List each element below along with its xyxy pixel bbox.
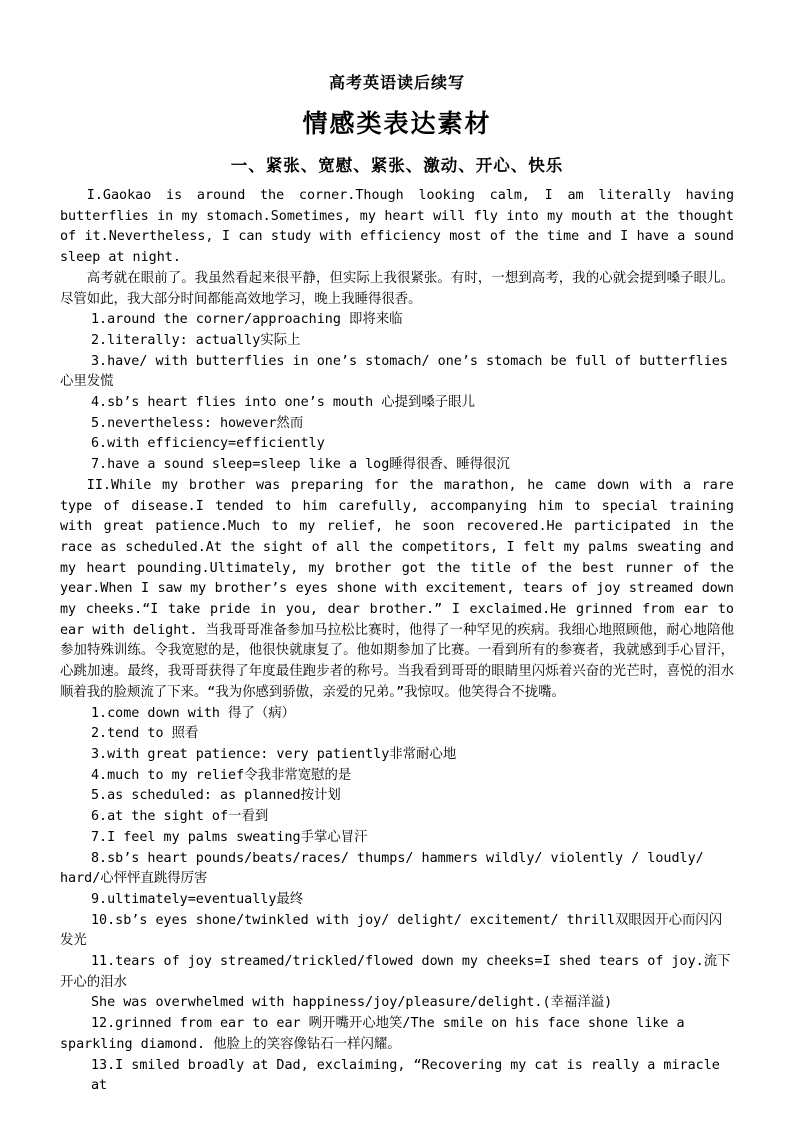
phrase-item: 5.nevertheless: however然而 — [91, 415, 304, 431]
phrase-item: 7.I feel my palms sweating手掌心冒汗 — [91, 829, 368, 845]
phrase-item: 9.ultimately=eventually最终 — [91, 891, 304, 907]
phrase-item: 4.much to my relief令我非常宽慰的是 — [91, 767, 352, 783]
phrase-item: 11.tears of joy streamed/trickled/flowed down my cheeks=I shed tears of joy.流下开心的泪水 — [60, 954, 731, 990]
passage-1-english: I.Gaokao is around the corner.Though looking calm, I am literally having butterflies in my stomach.Sometimes, my heart will fly into my mouth at the thought of it.Nevertheless, I can study with efficiency most of the time and I have a sound sleep at night. — [60, 188, 734, 266]
phrase-item: 3.with great patience: very patiently非常耐心地 — [91, 746, 457, 762]
phrase-item: 2.tend to 照看 — [91, 726, 199, 742]
phrase-item: 6.with efficiency=efficiently — [91, 436, 325, 452]
phrase-item: 10.sb’s eyes shone/twinkled with joy/ delight/ excitement/ thrill双眼因开心而闪闪发光 — [60, 912, 723, 949]
phrase-item: 13.I smiled broadly at Dad, exclaiming, “Recovering my cat is really a miracle at — [91, 1057, 720, 1094]
phrase-item: 6.at the sight of一看到 — [91, 809, 269, 825]
document-subtitle: 情感类表达素材 — [302, 109, 492, 138]
phrase-item: 8.sb’s heart pounds/beats/races/ thumps/ hammers wildly/ violently / loudly/ hard/心怦怦直跳得厉害 — [60, 850, 704, 887]
document-title: 高考英语读后续写 — [328, 73, 465, 92]
section-heading: 一、紧张、宽慰、紧张、激动、开心、快乐 — [230, 156, 564, 175]
document-body — [60, 186, 734, 1097]
phrase-item: 1.come down with 得了（病） — [91, 705, 296, 721]
phrase-item: 7.have a sound sleep=sleep like a log睡得很香、睡得很沉 — [91, 457, 510, 473]
passage-2: II.While my brother was preparing for the marathon, he came down with a rare type of disease.I tended to him carefully, accompanying him to special training with great patience.Much to my relief, he soon recovered.He participated in the race as scheduled.At the sight of all the competitors, I felt my palms sweating and my heart pounding.Ultimately, my brother got the title of the best runner of the year.When I saw my brother’s eyes shone with excitement, tears of joy streamed down my cheeks.“I take pride in you, dear brother.” I exclaimed.He grinned from ear to ear with delight. 当我哥哥准备参加马拉松比赛时，他得了一种罕见的疾病。我细心地照顾他，耐心地陪他参加特殊训练。令我宽慰的是，他很快就康复了。他如期参加了比赛。一看到所有的参赛者，我就感到手心冒汗，心跳加速。最终，我哥哥获得了年度最佳跑步者的称号。当我看到哥哥的眼睛里闪烁着兴奋的光芒时，喜悦的泪水顺着我的脸颊流了下来。“我为你感到骄傲，亲爱的兄弟。”我惊叹。他笑得合不拢嘴。 — [60, 477, 734, 700]
phrase-item: 4.sb’s heart flies into one’s mouth 心提到嗓子眼儿 — [91, 395, 475, 411]
phrase-item: 5.as scheduled: as planned按计划 — [91, 788, 341, 804]
passage-1-chinese: 高考就在眼前了。我虽然看起来很平静，但实际上我很紧张。有时，一想到高考，我的心就会提到嗓子眼儿。尽管如此，我大部分时间都能高效地学习，晚上我睡得很香。 — [60, 270, 734, 307]
phrase-item: 3.have/ with butterflies in one’s stomach/ one’s stomach be full of butterflies 心里发慌 — [60, 353, 728, 390]
phrase-item: 12.grinned from ear to ear 咧开嘴开心地笑/The smile on his face shone like a sparkling diamond. 他脸上的笑容像钻石一样闪耀。 — [60, 1016, 685, 1052]
phrase-example: She was overwhelmed with happiness/joy/pleasure/delight.(幸福洋溢) — [91, 995, 613, 1011]
phrase-item: 2.literally: actually实际上 — [91, 332, 301, 348]
phrase-item: 1.around the corner/approaching 即将来临 — [91, 312, 403, 328]
